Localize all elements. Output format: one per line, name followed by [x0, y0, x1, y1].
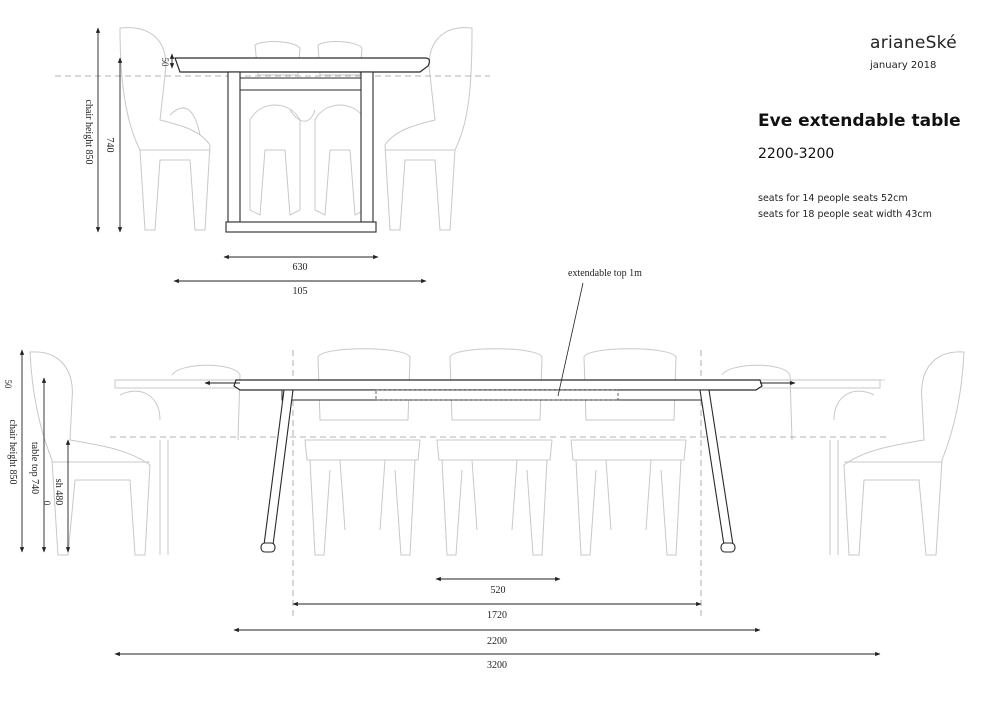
side-view-table-top-label: table top 740 [29, 441, 40, 495]
closed-length-label: 2200 [487, 636, 507, 647]
side-view-top-thickness-label: 50 [3, 379, 13, 389]
brand-name: arianeSké [870, 33, 957, 53]
side-view-tabletop [234, 380, 762, 390]
side-view-apron [282, 390, 702, 400]
seating-note-14: seats for 14 people seats 52cm [758, 193, 908, 204]
drawing-date: january 2018 [870, 60, 937, 71]
end-view-tabletop [175, 58, 429, 72]
side-view-drawing [3, 268, 964, 671]
extension-leader-line [558, 283, 583, 396]
end-view-top-thickness-label: 50 [160, 57, 170, 67]
side-view-zero-label: 0 [42, 500, 52, 506]
extended-length-label: 3200 [487, 660, 507, 671]
end-view-top-width-label: 105 [292, 286, 308, 297]
end-view-legs [226, 72, 376, 232]
side-view-chair-height-label: chair height 850 [7, 419, 18, 485]
side-view-seat-height-label: sh 480 [53, 478, 64, 506]
side-view-legs [261, 390, 735, 552]
extension-note-label: extendable top 1m [568, 268, 642, 279]
end-view-chair-height-label: chair height 850 [83, 99, 94, 165]
leaf-length-label: 520 [490, 585, 506, 596]
end-view-base-width-label: 630 [292, 262, 308, 273]
seating-note-18: seats for 18 people seat width 43cm [758, 209, 932, 220]
product-title: Eve extendable table [758, 111, 961, 131]
end-view-table-height-label: 740 [104, 137, 115, 153]
leg-span-label: 1720 [487, 610, 507, 621]
end-view-drawing [55, 28, 490, 297]
product-size-range: 2200-3200 [758, 146, 835, 162]
